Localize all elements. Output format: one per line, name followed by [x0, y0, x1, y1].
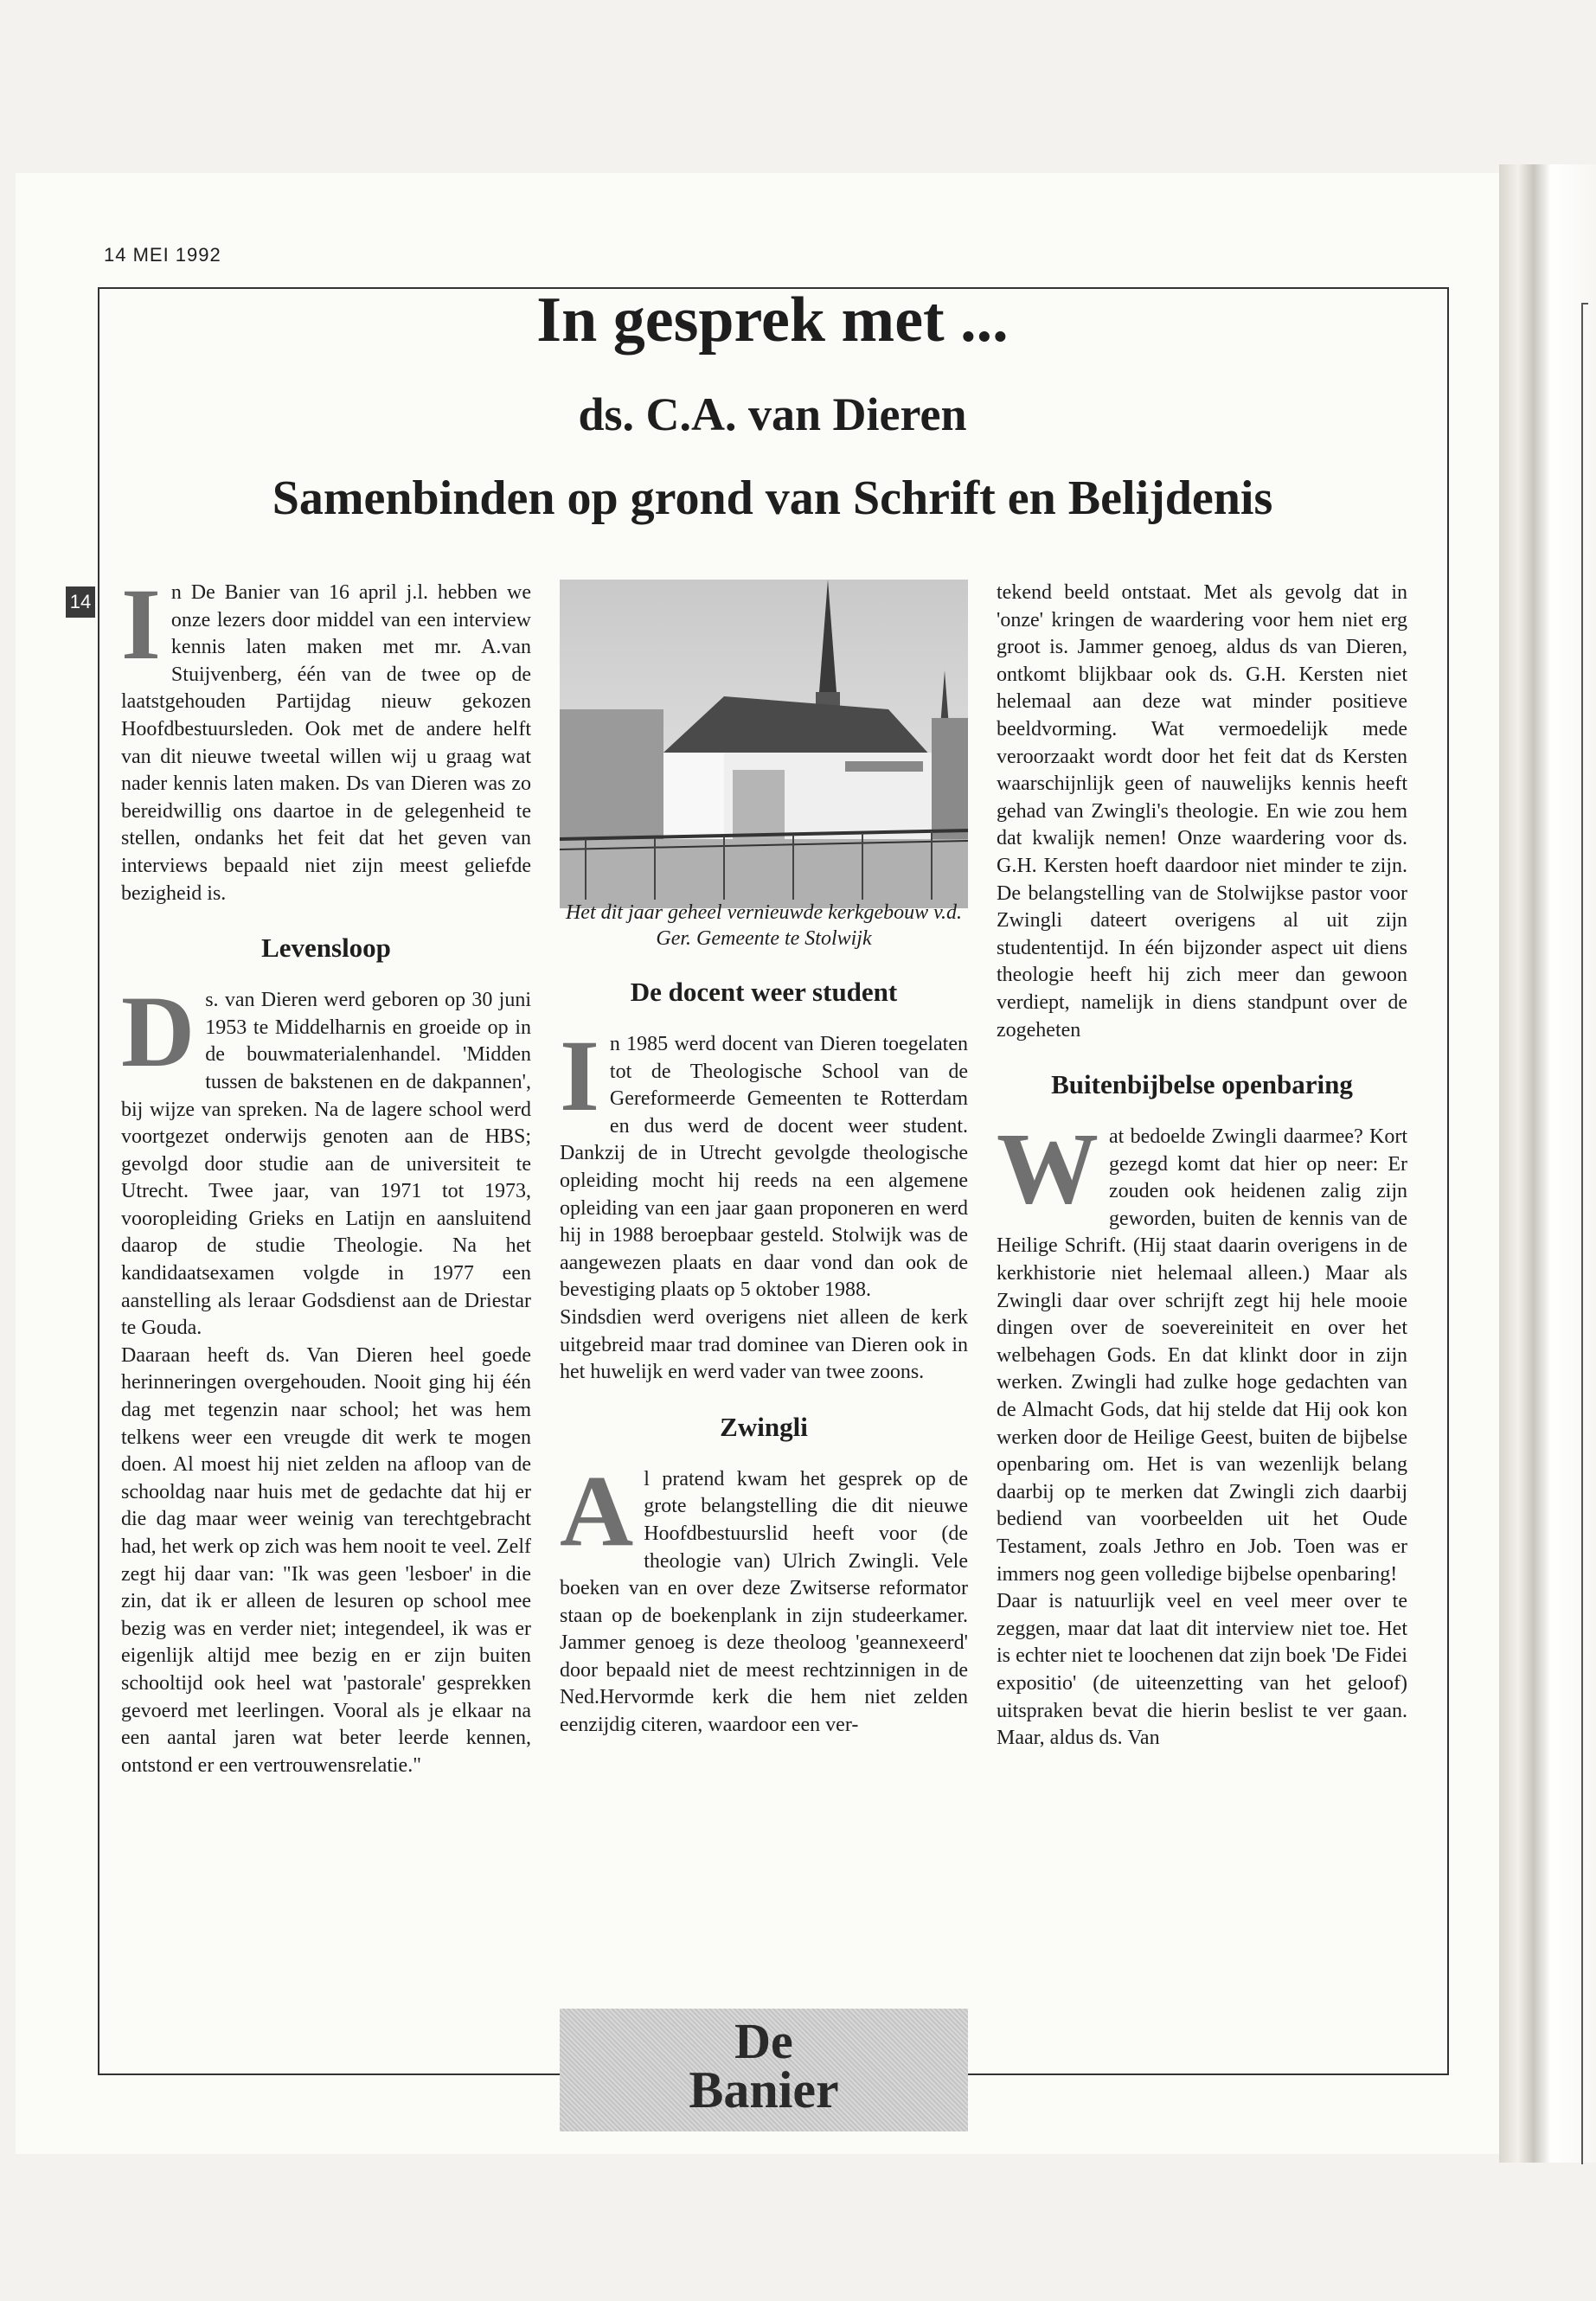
drop-cap: A — [560, 1453, 634, 1567]
photo-caption: Het dit jaar geheel vernieuwde kerkgebouw v.d. Ger. Gemeente te Stolwijk — [565, 901, 963, 950]
church-photo — [560, 580, 968, 908]
herinneringen-paragraph: Daaraan heeft ds. Van Dieren heel goede herinneringen overgehouden. Nooit ging hij één dag met tegenzin naar school; het was hem telkens weer een vreugde dit werk te mogen doen. Al moest hij niet zelden na afloop van de schooldag naar huis met de gedachte dat hij er die dag maar weer weinig van terechtgebracht had, het werk op zich was hem nooit te veel. Zelf zegt hij daar van: "Ik was geen 'lesboer' in die zin, dat ik er alleen de lesuren op school mee bezig was en verder niet; integendeel, ik was er eigenlijk altijd mee bezig en er zijn buiten schooltijd ook heel wat 'pastorale' gesprekken gevoerd met leerlingen. Vooral als je elkaar na een aantal jaren wat beter leerde kennen, ontstond er een vertrouwensrelatie." — [121, 1343, 531, 1777]
openbaring-paragraph: Wat bedoelde Zwingli daarmee? Kort gezegd komt dat hier op neer: Er zouden ook heidenen zalig zijn geworden, buiten de kennis van de Heilige Schrift. (Hij staat daarin overigens in de kerkhistorie niet helemaal alleen.) Maar als Zwingli daar over schrijft zegt hij hele mooie dingen over de soevereiniteit en over het welbehagen Gods. En dat klinkt door in zijn werken. Zwingli had zulke hoge gedachten van de Almacht Gods, dat hij stelde dat Hij ook kon werken door de Heilige Geest, buiten de bijbelse openbaring om. Het is van wezenlijk belang daarbij op te merken dat Zwingli zich daarbij bediend van voorbeelden uit het Oude Testament, zoals Jethro en Job. Toen was er immers nog geen volledige bijbelse openbaring! — [997, 1112, 1407, 1586]
drop-cap: W — [997, 1112, 1099, 1226]
drop-cap: I — [121, 567, 161, 681]
section-heading-levensloop: Levensloop — [261, 933, 391, 964]
column-3 — [997, 580, 1407, 1753]
de-banier-logo — [560, 2009, 968, 2131]
zwingli-paragraph: Al pratend kwam het gesprek op de grote belangstelling die dit nieuwe Hoofdbestuurslid heeft voor (de theologie van) Ulrich Zwingli. Vele boeken van en over deze Zwitserse reformator staan op de boekenplank in zijn studeerkamer. Jammer genoeg is deze theoloog 'geannexeerd' door bepaald niet de meest rechtzinnigen in de Ned.Hervormde kerk die hem niet zelden eenzijdig citeren, waardoor een ver- — [560, 1453, 968, 1737]
column-1 — [121, 567, 531, 1779]
article-headline: Samenbinden op grond van Schrift en Belijdenis — [272, 471, 1273, 525]
logo-line-1: De — [734, 2013, 793, 2069]
sindsdien-paragraph: Sindsdien werd overigens niet alleen de kerk uitgebreid maar trad dominee van Dieren ook in het huwelijk en werd vader van twee zoons. — [560, 1305, 968, 1384]
section-heading-openbaring: Buitenbijbelse openbaring — [1051, 1069, 1353, 1100]
article-title: In gesprek met ... — [536, 285, 1009, 356]
docent-paragraph: In 1985 werd docent van Dieren toegelaten tot de Theologische School van de Gereformeerde Gemeenten te Rotterdam en dus werd de docent weer student. Dankzij de in Utrecht gevolgde theologische opleiding mocht hij reeds na een algemene opleiding van een jaar gaan proponeren en werd hij in 1988 beroepbaar gesteld. Stolwijk was de aangewezen plaats en daar vond dan ook de bevestiging plaats op 5 oktober 1988. — [560, 1019, 968, 1302]
book-gutter — [1499, 164, 1596, 2163]
logo-line-2: Banier — [689, 2061, 839, 2118]
issue-date: 14 MEI 1992 — [104, 244, 221, 266]
intro-paragraph: In De Banier van 16 april j.l. hebben we onze lezers door middel van een interview kennis laten maken met mr. A.van Stuijvenberg, één van de twee op de laatstgehouden Partijdag nieuw gekozen Hoofdbestuursleden. Ook met de andere helft van dit nieuwe tweetal willen wij u graag wat nader kennis laten maken. Ds van Dieren was zo bereidwillig ons daartoe in de gelegenheid te stellen, ondanks het feit dat het geven van interviews bepaald niet zijn meest geliefde bezigheid is. — [121, 567, 531, 905]
section-heading-docent: De docent weer student — [630, 977, 898, 1007]
levensloop-paragraph: Ds. van Dieren werd geboren op 30 juni 1953 te Middelharnis en groeide op in de bouwmaterialenhandel. 'Midden tussen de bakstenen en de dakpannen', bij wijze van spreken. Na de lagere school werd voortgezet onderwijs genoten aan de HBS; gevolgd door studie aan de universiteit te Utrecht. Twee jaar, van 1971 tot 1973, vooropleiding Grieks en Latijn en aansluitend daarop de studie Theologie. Na het kandidaatsexamen volgde in 1977 een aanstelling als leraar Godsdienst aan de Driestar te Gouda. — [121, 975, 531, 1340]
continued-paragraph: tekend beeld ontstaat. Met als gevolg dat in 'onze' kringen de waardering voor hem niet erg groot is. Jammer genoeg, aldus ds van Dieren, ontkomt blijkbaar ook ds. G.H. Kersten niet helemaal aan deze wat minder positieve beeldvorming. Wat vermoedelijk mede veroorzaakt wordt door het feit dat ds Kersten waarschijnlijk geen of nauwelijks kennis heeft gehad van Zwingli's theologie. En wie zou hem dat kwalijk nemen! Onze waardering voor ds. G.H. Kersten hoeft daardoor niet minder te zijn. De belangstelling van de Stolwijkse pastor voor Zwingli dateert overigens al uit zijn studententijd. In één bijzonder aspect uit diens theologie heeft hij zich meer dan gewoon verdiept, namelijk in diens standpunt over de zogeheten — [997, 581, 1407, 1042]
drop-cap: D — [121, 975, 195, 1089]
column-2 — [560, 900, 968, 1740]
article-subtitle: ds. C.A. van Dieren — [578, 388, 967, 440]
page-number: 14 — [66, 586, 95, 618]
section-heading-zwingli: Zwingli — [720, 1411, 808, 1442]
closing-paragraph: Daar is natuurlijk veel en veel meer over te zeggen, maar dat laat dit interview niet toe. Het is echter niet te loochenen dat zijn boek 'De Fidei expositio' (de uiteenzetting van het geloof) uitspraken bevat die hierin beslist te ver gaan. Maar, aldus ds. Van — [997, 1590, 1407, 1750]
drop-cap: I — [560, 1019, 599, 1132]
